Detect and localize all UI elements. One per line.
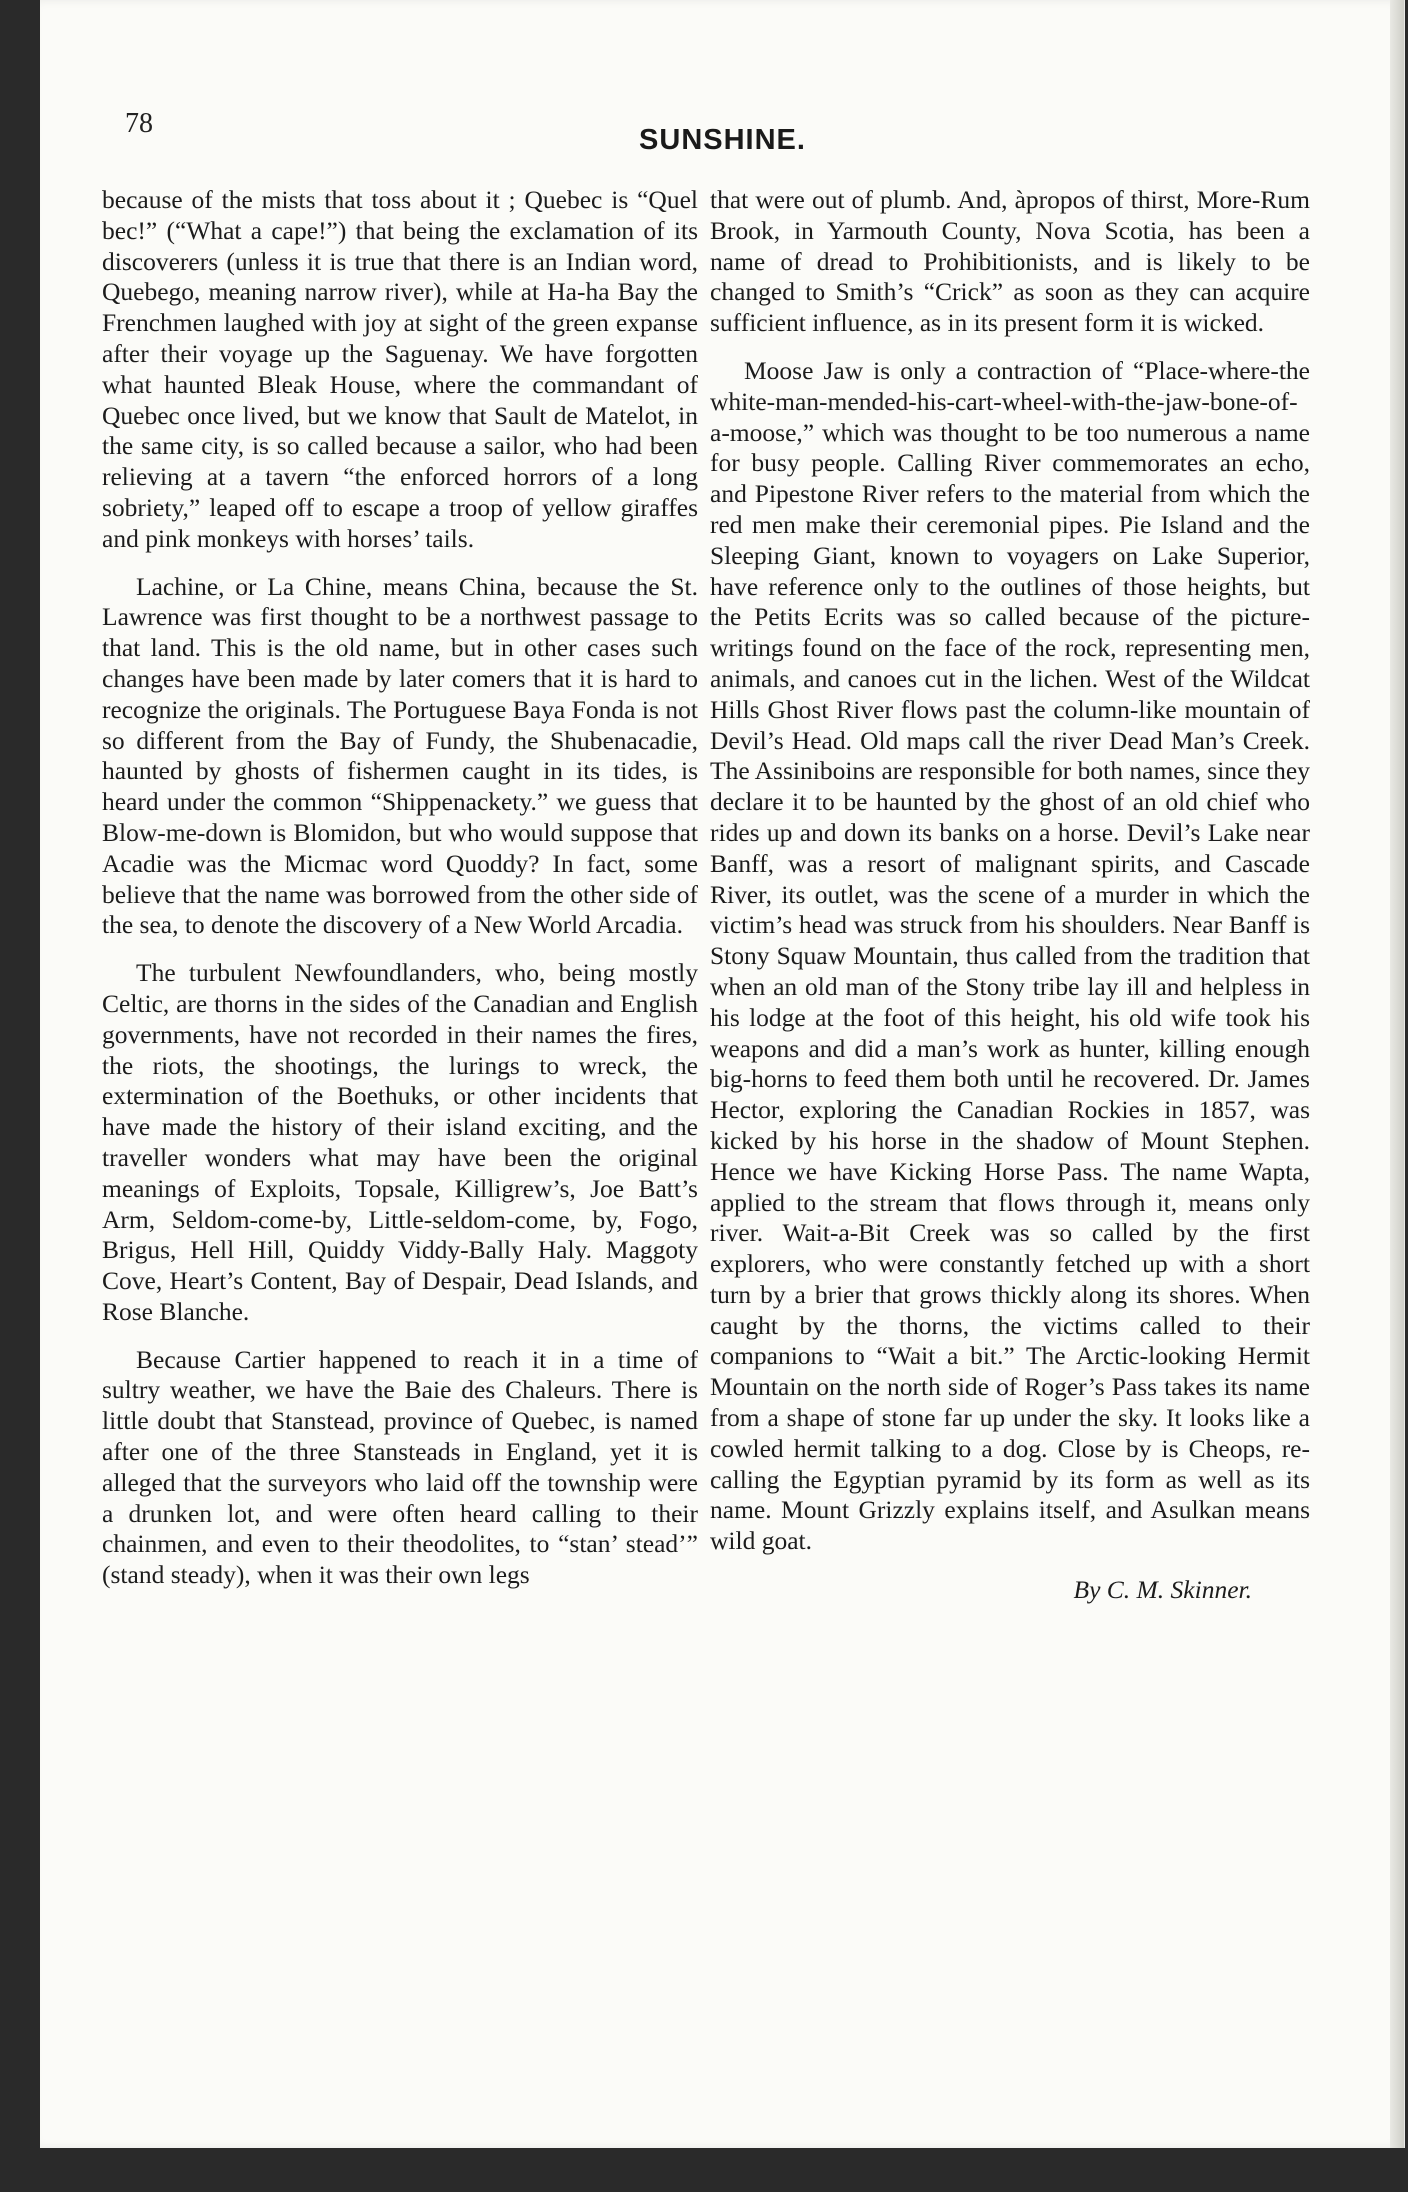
left-column	[102, 185, 698, 1608]
paragraph: The turbulent Newfoundlanders, who, being mostly Celtic, are thorns in the sides of the Canadian and English governments, have not recorded in their names the fires, the riots, the shootings, the lurings to wreck, the extermination of the Boethuks, or other incidents that have made the history of their island exciting, and the traveller wonders what may have been the original meanings of Exploits, Topsale, Killigrew’s, Joe Batt’s Arm, Seldom-come-by, Little-seldom-come, by, Fogo, Brigus, Hell Hill, Quiddy Viddy-Bally Haly. Maggoty Cove, Heart’s Content, Bay of Despair, Dead Islands, and Rose Blanche.	[102, 958, 698, 1326]
book-page	[40, 0, 1405, 2148]
paragraph: Lachine, or La Chine, means China, because the St. Lawrence was first thought to be a northwest passage to that land. This is the old name, but in other cases such changes have been made by later comers that it is hard to recognize the originals. The Portuguese Baya Fonda is not so different from the Bay of Fundy, the Shubenacadie, haunted by ghosts of fishermen caught in its tides, is heard under the common “Shippenackety.” we guess that Blow-me-down is Blomidon, but who would suppose that Acadie was the Micmac word Quoddy? In fact, some believe that the name was borrowed from the other side of the sea, to denote the discovery of a New World Arcadia.	[102, 571, 698, 940]
paragraph: Because Cartier happened to reach it in a time of sultry weather, we have the Baie des Chaleurs. There is little doubt that Stanstead, province of Quebec, is named after one of the three Stansteads in England, yet it is alleged that the surveyors who laid off the township were a drunken lot, and were often heard calling to their chainmen, and even to their theodolites, to “stan’ stead’” (stand steady), when it was their own legs	[102, 1344, 698, 1590]
page-edge	[1390, 0, 1404, 2148]
byline: By C. M. Skinner.	[1073, 1575, 1252, 1605]
running-head: SUNSHINE.	[639, 124, 806, 156]
right-column	[710, 185, 1310, 1606]
page-number: 78	[125, 108, 153, 139]
paragraph: because of the mists that toss about it ; Quebec is “Quel bec!” (“What a cape!”) that being the exclamation of its discoverers (unless it is true that there is an Indian word, Quebego, meaning narrow river), while at Ha-ha Bay the Frenchmen laughed with joy at sight of the green expanse after their voyage up the Saguenay. We have forgotten what haunted Bleak House, where the commandant of Quebec once lived, but we know that Sault de Matelot, in the same city, is so called because a sailor, who had been relieving at a tavern “the enforced horrors of a long sobriety,” leaped off to escape a troop of yellow giraffes and pink monkeys with horses’ tails.	[102, 185, 698, 553]
paragraph: that were out of plumb. And, àpropos of thirst, More-Rum Brook, in Yarmouth County, Nova Scotia, has been a name of dread to Prohibitionists, and is likely to be changed to Smith’s “Crick” as soon as they can acquire sufficient influence, as in its present form it is wicked.	[710, 185, 1310, 338]
paragraph: Moose Jaw is only a contraction of “Place-where-the white-man-mended-his-cart-wheel-with-the-jaw-bone-of-a-moose,” which was thought to be too numerous a name for busy people. Calling River commemorates an echo, and Pipestone River refers to the material from which the red men make their ceremonial pipes. Pie Island and the Sleeping Giant, known to voyagers on Lake Superior, have reference only to the outlines of those heights, but the Petits Ecrits was so called because of the picture-writings found on the face of the rock, representing men, animals, and canoes cut in the lichen. West of the Wildcat Hills Ghost River flows past the column-like mountain of Devil’s Head. Old maps call the river Dead Man’s Creek. The Assiniboins are responsible for both names, since they declare it to be haunted by the ghost of an old chief who rides up and down its banks on a horse. Devil’s Lake near Banff, was a resort of malignant spirits, and Cascade River, its outlet, was the scene of a murder in which the victim’s head was struck from his shoulders. Near Banff is Stony Squaw Mountain, thus called from the tradition that when an old man of the Stony tribe lay ill and helpless in his lodge at the foot of this height, his old wife took his weapons and did a man’s work as hunter, killing enough big-horns to feed them both until he recovered. Dr. James Hector, exploring the Canadian Rockies in 1857, was kicked by his horse in the shadow of Mount Stephen. Hence we have Kicking Horse Pass. The name Wapta, applied to the stream that flows through it, means only river. Wait-a-Bit Creek was so called by the first explorers, who were constantly fetched up with a short turn by a brier that grows thickly along its shores. When caught by the thorns, the victims called to their companions to “Wait a bit.” The Arctic-looking Hermit Mountain on the north side of Roger’s Pass takes its name from a shape of stone far up under the sky. It looks like a cowled hermit talking to a dog. Close by is Cheops, recalling the Egyptian pyramid by its form as well as its name. Mount Grizzly explains itself, and Asulkan means wild goat.	[710, 355, 1310, 1556]
